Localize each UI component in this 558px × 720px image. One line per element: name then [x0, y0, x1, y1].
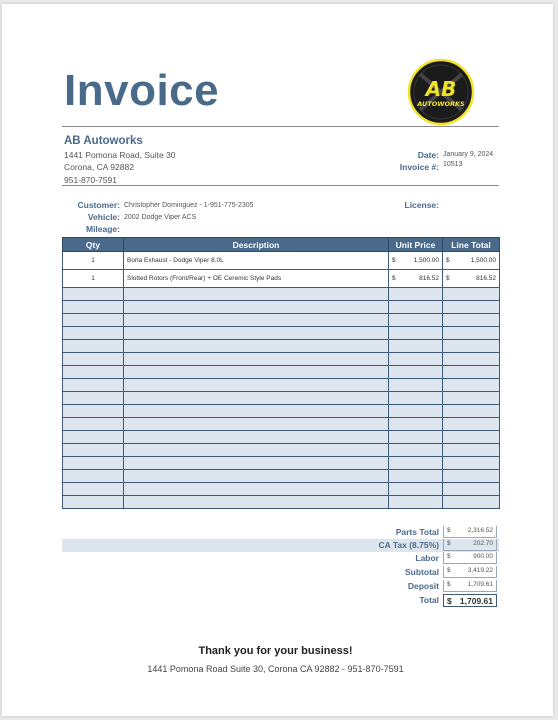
empty-cell — [63, 366, 124, 379]
empty-cell — [63, 392, 124, 405]
empty-table-row — [63, 366, 500, 379]
summary-label: CA Tax (8.75%) — [378, 540, 439, 550]
empty-table-row — [63, 392, 500, 405]
empty-table-row — [63, 496, 500, 509]
line-total-value: 1,500.00 — [470, 257, 496, 264]
empty-table-row — [63, 457, 500, 470]
summary-labor — [62, 552, 499, 565]
invoice-number-value: 10513 — [443, 161, 463, 168]
empty-cell — [63, 353, 124, 366]
empty-table-row — [63, 431, 500, 444]
empty-cell — [443, 314, 500, 327]
empty-cell — [63, 301, 124, 314]
empty-cell — [443, 301, 500, 314]
summary-subtotal — [62, 566, 499, 579]
empty-cell — [443, 366, 500, 379]
summary-parts-total — [62, 526, 499, 539]
currency-symbol: $ — [447, 527, 451, 534]
thank-you-note: Thank you for your business! — [198, 645, 353, 657]
summary-label: Total — [419, 595, 439, 605]
table-header-row — [63, 238, 500, 252]
empty-cell — [124, 496, 389, 509]
qty-header: Qty — [63, 238, 124, 252]
footer-address: 1441 Pomona Road Suite 30, Corona CA 92882 - 951-870-7591 — [147, 664, 404, 674]
empty-cell — [443, 496, 500, 509]
empty-cell — [443, 379, 500, 392]
empty-table-row — [63, 444, 500, 457]
company-address-line1: 1441 Pomona Road, Suite 30 — [64, 150, 176, 160]
summary-value-cell — [443, 526, 497, 538]
empty-cell — [124, 405, 389, 418]
empty-table-row — [63, 288, 500, 301]
meta-divider — [62, 185, 499, 186]
empty-cell — [389, 366, 443, 379]
empty-cell — [63, 405, 124, 418]
unit-price-value: 816.52 — [419, 275, 439, 282]
company-name: AB Autoworks — [64, 135, 143, 147]
empty-table-row — [63, 405, 500, 418]
qty-cell: 1 — [63, 252, 124, 270]
empty-table-row — [63, 483, 500, 496]
empty-cell — [124, 288, 389, 301]
currency-symbol: $ — [447, 540, 451, 547]
empty-cell — [63, 288, 124, 301]
summary-value-cell — [443, 566, 497, 578]
summary-value: 1,709.61 — [467, 581, 493, 588]
summary-value-cell — [443, 539, 497, 551]
empty-cell — [63, 340, 124, 353]
invoice-page — [2, 4, 553, 716]
empty-cell — [389, 405, 443, 418]
empty-cell — [389, 353, 443, 366]
table-row — [63, 252, 500, 270]
empty-cell — [124, 470, 389, 483]
empty-table-row — [63, 470, 500, 483]
empty-cell — [63, 431, 124, 444]
empty-table-row — [63, 418, 500, 431]
empty-cell — [124, 418, 389, 431]
empty-cell — [389, 379, 443, 392]
summary-value: 1,709.61 — [459, 596, 493, 606]
empty-cell — [389, 444, 443, 457]
empty-cell — [443, 444, 500, 457]
customer-label: Customer: — [77, 200, 120, 210]
unit-price-value: 1,500.00 — [413, 257, 439, 264]
empty-cell — [124, 444, 389, 457]
vehicle-label: Vehicle: — [87, 212, 120, 222]
summary-label: Parts Total — [395, 527, 439, 537]
description-cell: Borla Exhaust - Dodge Viper 8.0L — [124, 252, 389, 270]
unit-price-cell — [389, 270, 443, 288]
empty-cell — [63, 418, 124, 431]
empty-cell — [124, 379, 389, 392]
empty-cell — [63, 327, 124, 340]
empty-cell — [443, 327, 500, 340]
empty-cell — [63, 457, 124, 470]
license-label: License: — [404, 200, 439, 210]
empty-cell — [389, 301, 443, 314]
empty-table-row — [63, 379, 500, 392]
empty-cell — [443, 431, 500, 444]
empty-cell — [389, 314, 443, 327]
table-row — [63, 270, 500, 288]
empty-cell — [124, 327, 389, 340]
summary-deposit — [62, 580, 499, 593]
invoice-number-label: Invoice #: — [399, 162, 439, 172]
summary-total — [62, 594, 499, 607]
line-total-cell — [443, 252, 500, 270]
line-items-table — [62, 237, 500, 509]
mileage-label: Mileage: — [85, 224, 120, 234]
summary-label: Labor — [415, 553, 439, 563]
currency-symbol: $ — [446, 275, 450, 282]
description-cell: Slotted Rotors (Front/Rear) + OE Ceremic Style Pads — [124, 270, 389, 288]
empty-cell — [124, 314, 389, 327]
empty-table-row — [63, 353, 500, 366]
currency-symbol: $ — [392, 275, 396, 282]
summary-value-cell — [443, 580, 497, 592]
empty-table-row — [63, 327, 500, 340]
empty-cell — [63, 379, 124, 392]
empty-cell — [443, 288, 500, 301]
empty-cell — [389, 340, 443, 353]
empty-cell — [389, 470, 443, 483]
summary-value: 202.70 — [473, 540, 493, 547]
empty-cell — [63, 483, 124, 496]
date-label: Date: — [417, 150, 439, 160]
empty-cell — [124, 392, 389, 405]
currency-symbol: $ — [447, 581, 451, 588]
empty-cell — [443, 392, 500, 405]
line-total-cell — [443, 270, 500, 288]
summary-tax — [62, 539, 499, 552]
currency-symbol: $ — [392, 257, 396, 264]
empty-cell — [389, 418, 443, 431]
customer-value: Christopher Dominguez - 1-951-775-2305 — [124, 202, 254, 209]
empty-table-row — [63, 340, 500, 353]
empty-cell — [63, 314, 124, 327]
empty-cell — [124, 301, 389, 314]
empty-cell — [124, 366, 389, 379]
empty-cell — [389, 327, 443, 340]
summary-value: 3,419.22 — [467, 567, 493, 574]
vehicle-value: 2002 Dodge Viper ACS — [124, 214, 197, 221]
summary-label: Deposit — [407, 581, 439, 591]
empty-cell — [443, 340, 500, 353]
company-logo — [406, 58, 476, 126]
empty-cell — [443, 418, 500, 431]
logo-subtext: AUTOWORKS — [417, 100, 465, 108]
qty-cell: 1 — [63, 270, 124, 288]
summary-value-cell — [443, 552, 497, 564]
empty-cell — [389, 288, 443, 301]
empty-cell — [124, 483, 389, 496]
empty-cell — [63, 444, 124, 457]
company-phone: 951-870-7591 — [64, 175, 117, 185]
invoice-title: Invoice — [64, 66, 220, 115]
summary-value: 2,316.52 — [467, 527, 493, 534]
empty-cell — [124, 353, 389, 366]
summary-label: Subtotal — [405, 567, 439, 577]
empty-table-row — [63, 301, 500, 314]
empty-cell — [124, 431, 389, 444]
empty-cell — [63, 470, 124, 483]
currency-symbol: $ — [446, 257, 450, 264]
description-header: Description — [124, 238, 389, 252]
summary-value: 900.00 — [473, 553, 493, 560]
header-divider — [62, 126, 499, 127]
empty-cell — [389, 457, 443, 470]
empty-cell — [443, 457, 500, 470]
unit-price-header: Unit Price — [389, 238, 443, 252]
company-address-line2: Corona, CA 92882 — [64, 162, 134, 172]
logo-text: AB — [425, 77, 457, 101]
empty-cell — [389, 431, 443, 444]
empty-cell — [443, 470, 500, 483]
empty-cell — [443, 353, 500, 366]
empty-cell — [124, 457, 389, 470]
empty-cell — [389, 496, 443, 509]
empty-cell — [124, 340, 389, 353]
currency-symbol: $ — [447, 567, 451, 574]
empty-table-row — [63, 314, 500, 327]
unit-price-cell — [389, 252, 443, 270]
currency-symbol: $ — [447, 596, 452, 606]
summary-value-cell — [443, 594, 497, 607]
empty-cell — [389, 392, 443, 405]
line-total-header: Line Total — [443, 238, 500, 252]
empty-cell — [443, 483, 500, 496]
currency-symbol: $ — [447, 553, 451, 560]
date-value: January 9, 2024 — [443, 151, 494, 158]
line-total-value: 816.52 — [476, 275, 496, 282]
empty-cell — [63, 496, 124, 509]
empty-cell — [443, 405, 500, 418]
empty-cell — [389, 483, 443, 496]
